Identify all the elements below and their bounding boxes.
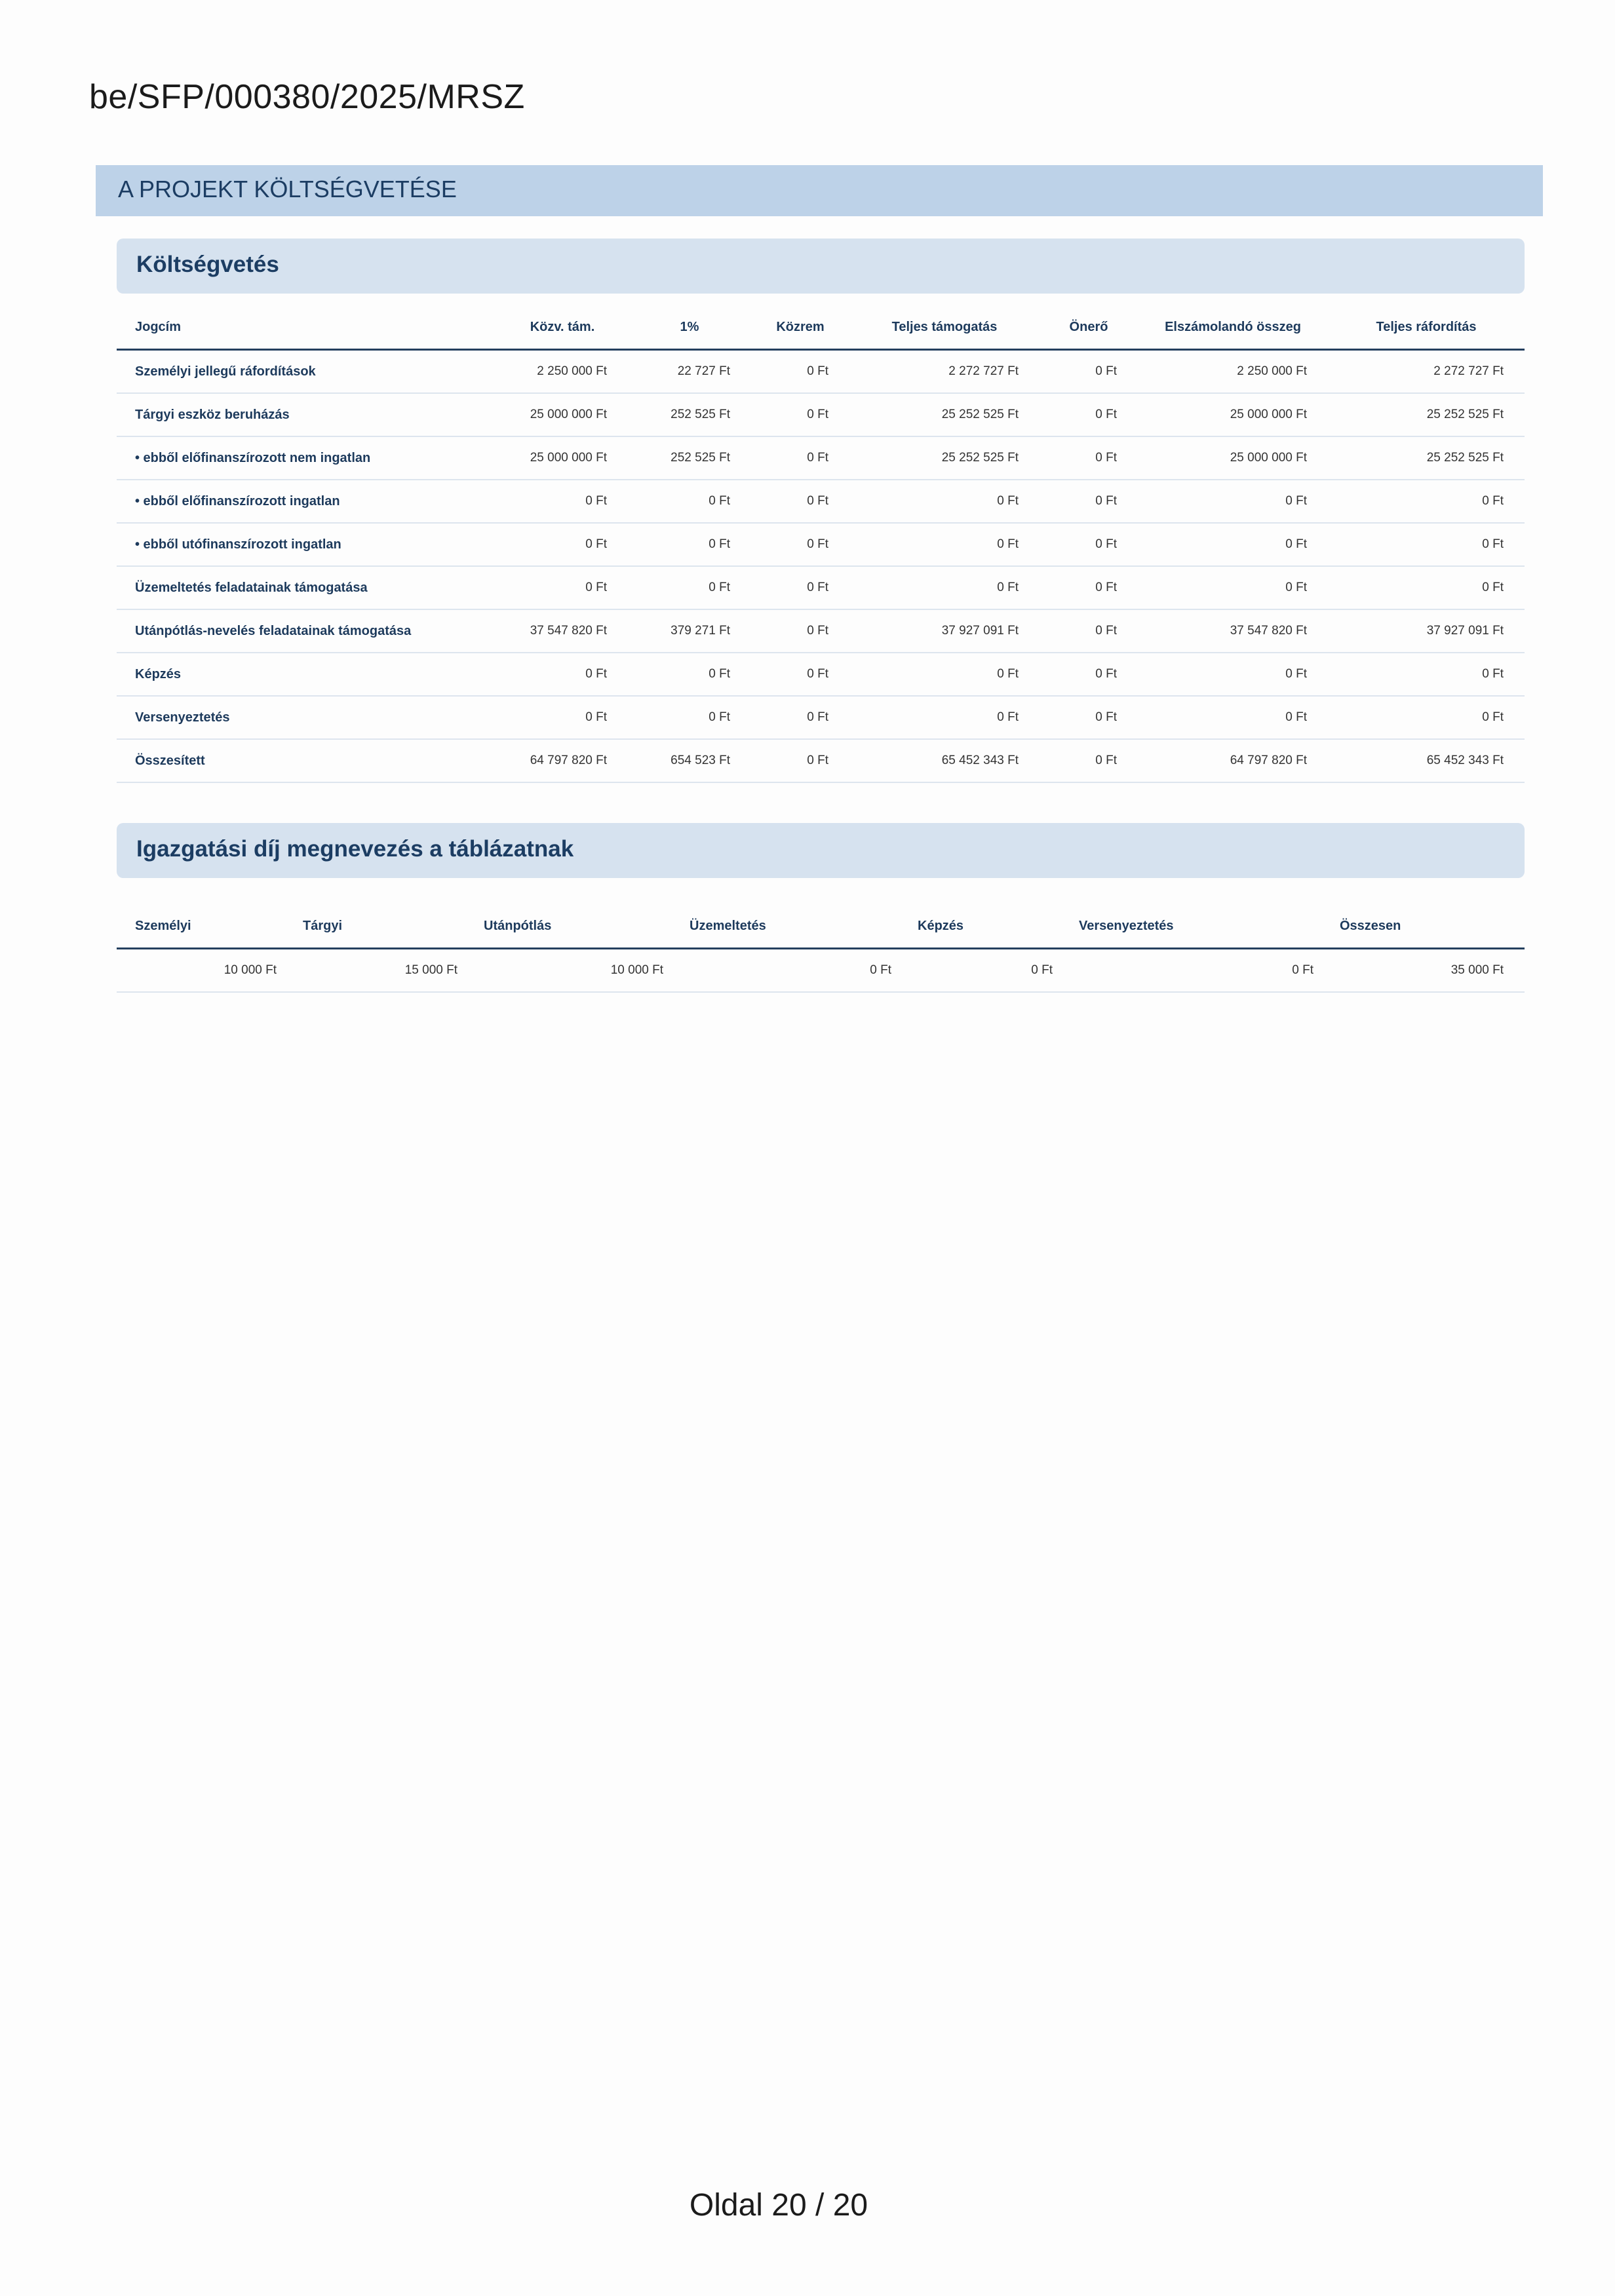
table-cell: 0 Ft	[497, 480, 628, 523]
admin-fee-table	[117, 904, 1525, 993]
table-row	[117, 436, 1525, 480]
row-label: Összesített	[117, 739, 497, 782]
table-cell: 0 Ft	[751, 480, 849, 523]
table-cell: 0 Ft	[849, 480, 1040, 523]
table-cell: 25 252 525 Ft	[1328, 436, 1525, 480]
column-header: Önerő	[1040, 305, 1138, 350]
column-header: Képzés	[912, 904, 1074, 949]
table-cell: 0 Ft	[1040, 739, 1138, 782]
table-cell: 0 Ft	[849, 523, 1040, 566]
column-header: 1%	[628, 305, 751, 350]
table-cell: 0 Ft	[751, 653, 849, 696]
table-row	[117, 523, 1525, 566]
table-cell: 0 Ft	[1138, 653, 1328, 696]
table-cell: 25 252 525 Ft	[849, 436, 1040, 480]
table-cell: 252 525 Ft	[628, 436, 751, 480]
table-cell: 0 Ft	[497, 696, 628, 739]
budget-header	[117, 239, 1525, 294]
table-row	[117, 566, 1525, 609]
table-cell: 22 727 Ft	[628, 350, 751, 394]
table-cell: 0 Ft	[751, 350, 849, 394]
row-label: • ebből utófinanszírozott ingatlan	[117, 523, 497, 566]
table-cell: 25 252 525 Ft	[1328, 393, 1525, 436]
table-cell: 37 547 820 Ft	[497, 609, 628, 653]
table-cell: 2 250 000 Ft	[1138, 350, 1328, 394]
table-cell: 0 Ft	[497, 566, 628, 609]
page-number: Oldal 20 / 20	[689, 2188, 868, 2223]
column-header: Összesen	[1334, 904, 1525, 949]
table-cell: 379 271 Ft	[628, 609, 751, 653]
column-header: Közrem	[751, 305, 849, 350]
table-row	[117, 350, 1525, 394]
table-cell: 0 Ft	[628, 480, 751, 523]
admin-fee-header	[117, 823, 1525, 878]
table-cell: 0 Ft	[497, 653, 628, 696]
table-cell: 0 Ft	[849, 696, 1040, 739]
row-label: Üzemeltetés feladatainak támogatása	[117, 566, 497, 609]
table-cell: 0 Ft	[1328, 480, 1525, 523]
table-cell: 0 Ft	[751, 523, 849, 566]
table-cell: 0 Ft	[849, 653, 1040, 696]
table-cell: 65 452 343 Ft	[849, 739, 1040, 782]
table-cell: 0 Ft	[1138, 696, 1328, 739]
table-cell: 0 Ft	[1040, 653, 1138, 696]
table-cell: 0 Ft	[849, 566, 1040, 609]
column-header: Személyi	[117, 904, 298, 949]
row-label: Utánpótlás-nevelés feladatainak támogatása	[117, 609, 497, 653]
column-header: Tárgyi	[298, 904, 478, 949]
table-cell: 0 Ft	[1040, 480, 1138, 523]
table-cell: 0 Ft	[751, 696, 849, 739]
table-cell: 0 Ft	[1040, 436, 1138, 480]
column-header: Versenyeztetés	[1074, 904, 1334, 949]
table-cell: 10 000 Ft	[117, 949, 298, 993]
document-id: be/SFP/000380/2025/MRSZ	[89, 78, 525, 116]
section-header	[96, 165, 1543, 216]
table-row	[117, 653, 1525, 696]
table-row	[117, 739, 1525, 782]
table-row	[117, 949, 1525, 993]
table-cell: 0 Ft	[1040, 696, 1138, 739]
table-cell: 37 547 820 Ft	[1138, 609, 1328, 653]
table-row	[117, 393, 1525, 436]
row-label: • ebből előfinanszírozott nem ingatlan	[117, 436, 497, 480]
row-label: • ebből előfinanszírozott ingatlan	[117, 480, 497, 523]
table-cell: 0 Ft	[1074, 949, 1334, 993]
table-cell: 0 Ft	[1040, 523, 1138, 566]
table-cell: 0 Ft	[497, 523, 628, 566]
table-cell: 64 797 820 Ft	[497, 739, 628, 782]
table-cell: 2 272 727 Ft	[849, 350, 1040, 394]
table-cell: 2 250 000 Ft	[497, 350, 628, 394]
table-cell: 0 Ft	[684, 949, 912, 993]
table-cell: 64 797 820 Ft	[1138, 739, 1328, 782]
table-cell: 35 000 Ft	[1334, 949, 1525, 993]
table-cell: 0 Ft	[1328, 566, 1525, 609]
row-label: Versenyeztetés	[117, 696, 497, 739]
table-cell: 0 Ft	[628, 523, 751, 566]
row-label: Képzés	[117, 653, 497, 696]
table-cell: 2 272 727 Ft	[1328, 350, 1525, 394]
table-cell: 25 252 525 Ft	[849, 393, 1040, 436]
admin-fee-title: Igazgatási díj megnevezés a táblázatnak	[136, 836, 574, 862]
table-cell: 0 Ft	[628, 566, 751, 609]
table-row	[117, 480, 1525, 523]
table-cell: 0 Ft	[1138, 480, 1328, 523]
table-cell: 0 Ft	[1040, 350, 1138, 394]
section-title: A PROJEKT KÖLTSÉGVETÉSE	[118, 176, 457, 202]
table-cell: 0 Ft	[628, 653, 751, 696]
table-cell: 0 Ft	[1040, 566, 1138, 609]
table-cell: 15 000 Ft	[298, 949, 478, 993]
table-cell: 37 927 091 Ft	[849, 609, 1040, 653]
table-cell: 37 927 091 Ft	[1328, 609, 1525, 653]
table-row	[117, 696, 1525, 739]
table-cell: 0 Ft	[1138, 523, 1328, 566]
table-cell: 0 Ft	[1328, 523, 1525, 566]
table-cell: 65 452 343 Ft	[1328, 739, 1525, 782]
table-row	[117, 609, 1525, 653]
table-cell: 0 Ft	[912, 949, 1074, 993]
table-cell: 0 Ft	[751, 739, 849, 782]
column-header: Közv. tám.	[497, 305, 628, 350]
table-cell: 25 000 000 Ft	[497, 436, 628, 480]
column-header: Üzemeltetés	[684, 904, 912, 949]
table-cell: 0 Ft	[751, 609, 849, 653]
table-cell: 0 Ft	[1328, 653, 1525, 696]
table-cell: 0 Ft	[1040, 393, 1138, 436]
column-header: Jogcím	[117, 305, 497, 350]
table-cell: 25 000 000 Ft	[497, 393, 628, 436]
table-cell: 0 Ft	[751, 393, 849, 436]
column-header: Elszámolandó összeg	[1138, 305, 1328, 350]
table-cell: 654 523 Ft	[628, 739, 751, 782]
table-cell: 0 Ft	[751, 436, 849, 480]
table-cell: 0 Ft	[1138, 566, 1328, 609]
row-label: Személyi jellegű ráfordítások	[117, 350, 497, 394]
table-cell: 0 Ft	[1328, 696, 1525, 739]
column-header: Teljes támogatás	[849, 305, 1040, 350]
column-header: Teljes ráfordítás	[1328, 305, 1525, 350]
budget-title: Költségvetés	[136, 252, 279, 277]
column-header: Utánpótlás	[478, 904, 684, 949]
table-cell: 25 000 000 Ft	[1138, 393, 1328, 436]
table-cell: 0 Ft	[751, 566, 849, 609]
table-cell: 0 Ft	[628, 696, 751, 739]
table-cell: 0 Ft	[1040, 609, 1138, 653]
table-cell: 25 000 000 Ft	[1138, 436, 1328, 480]
row-label: Tárgyi eszköz beruházás	[117, 393, 497, 436]
budget-table	[117, 305, 1525, 783]
table-cell: 10 000 Ft	[478, 949, 684, 993]
table-cell: 252 525 Ft	[628, 393, 751, 436]
